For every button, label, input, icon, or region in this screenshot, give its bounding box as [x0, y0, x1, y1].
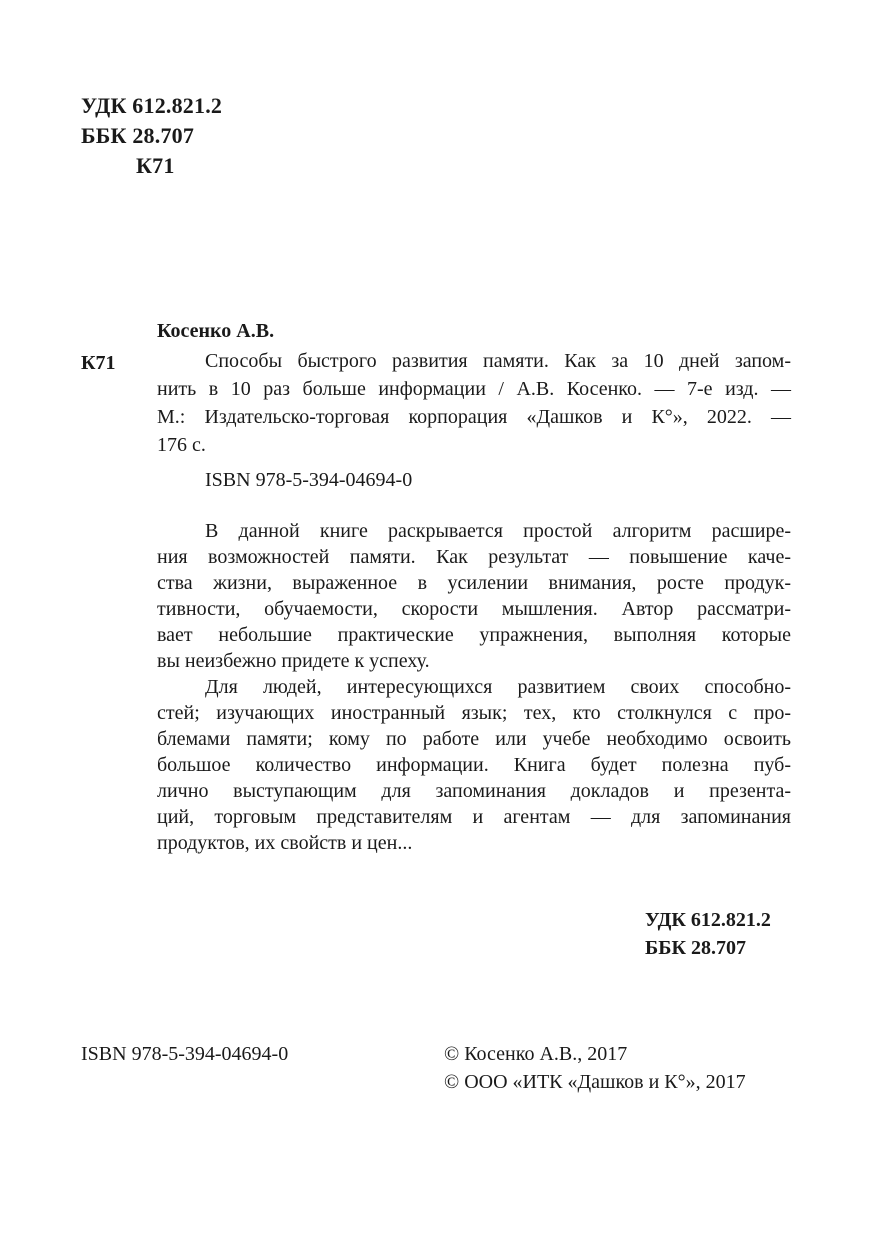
udk-code-top: УДК 612.821.2 — [81, 93, 223, 118]
annotation-line: лично выступающим для запоминания докладов и презента- — [157, 780, 791, 802]
annotation-line: блемами памяти; кому по работе или учебе необходимо освоить — [157, 728, 791, 750]
record-author-code: К71 — [81, 352, 116, 374]
annotation-line: Для людей, интересующихся развитием своих способно- — [205, 676, 791, 698]
copyright-author: © Косенко А.В., 2017 — [444, 1043, 628, 1065]
record-isbn: ISBN 978-5-394-04694-0 — [205, 469, 413, 491]
annotation-line: ния возможностей памяти. Как результат — повышение каче- — [157, 546, 791, 568]
annotation-line: большое количество информации. Книга будет полезна пуб- — [157, 754, 791, 776]
udk-code-bottom: УДК 612.821.2 — [645, 909, 771, 931]
annotation-line: В данной книге раскрывается простой алгоритм расшире- — [205, 520, 791, 542]
record-description-line: 176 с. — [157, 434, 206, 456]
author-code-top: К71 — [136, 153, 175, 178]
annotation-line: вает небольшие практические упражнения, выполняя которые — [157, 624, 791, 646]
bbk-code-top: ББК 28.707 — [81, 123, 195, 148]
annotation-line: тивности, обучаемости, скорости мышления. Автор рассматри- — [157, 598, 791, 620]
record-description-line: Способы быстрого развития памяти. Как за 10 дней запом- — [205, 350, 791, 372]
footer-isbn: ISBN 978-5-394-04694-0 — [81, 1043, 289, 1065]
annotation-line: продуктов, их свойств и цен... — [157, 832, 413, 854]
copyright-publisher: © ООО «ИТК «Дашков и К°», 2017 — [444, 1071, 746, 1093]
record-author: Косенко А.В. — [157, 320, 275, 342]
annotation-line: стей; изучающих иностранный язык; тех, кто столкнулся с про- — [157, 702, 791, 724]
annotation-line: ства жизни, выраженное в усилении внимания, росте продук- — [157, 572, 791, 594]
record-description-line: М.: Издательско-торговая корпорация «Дашков и К°», 2022. — — [157, 406, 791, 428]
annotation-line: вы неизбежно придете к успеху. — [157, 650, 430, 672]
annotation-line: ций, торговым представителям и агентам — для запоминания — [157, 806, 791, 828]
bbk-code-bottom: ББК 28.707 — [645, 937, 746, 959]
record-description-line: нить в 10 раз больше информации / А.В. Косенко. — 7-е изд. — — [157, 378, 791, 400]
